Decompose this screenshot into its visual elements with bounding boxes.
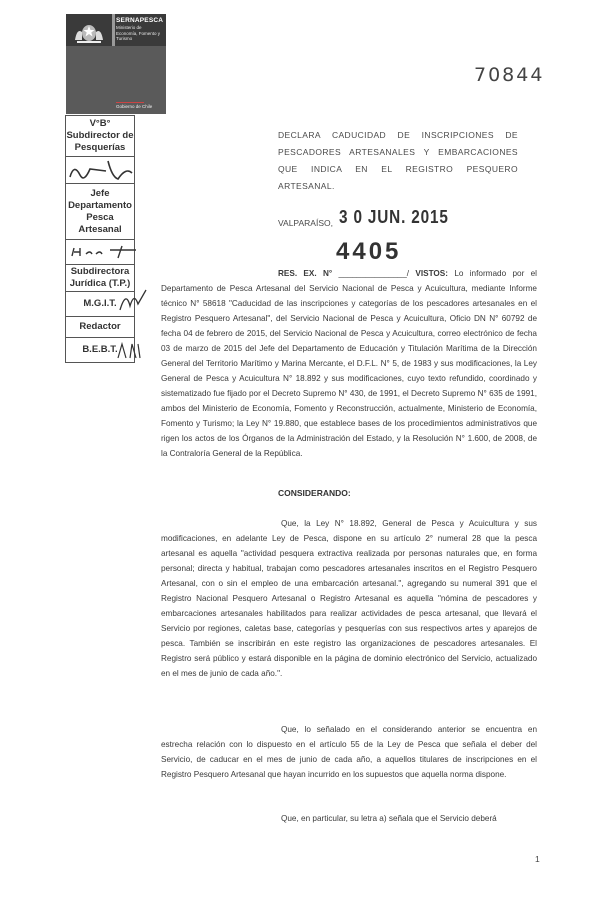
approval-table xyxy=(65,115,135,363)
approval-cell-subdirectora: Subdirectora Jurídica (T.P.) xyxy=(66,265,135,292)
brand-name: SERNAPESCA xyxy=(116,17,164,24)
city-label: VALPARAÍSO, xyxy=(278,218,333,228)
page-number: 1 xyxy=(535,854,540,864)
initials-mark xyxy=(66,240,150,264)
signature-mark xyxy=(66,157,150,187)
resolution-number: 4405 xyxy=(336,238,402,265)
approval-label-mgit: M.G.I.T. xyxy=(83,298,117,309)
document-title: DECLARA CADUCIDAD DE INSCRIPCIONES DE PESCADORES ARTESANALES Y EMBARCACIONES QUE INDICA EN EL REGISTRO PESQUERO ARTESANAL. xyxy=(278,130,518,191)
paragraph-1: Que, la Ley N° 18.892, General de Pesca y Acuicultura y sus modificaciones, en adelante Ley de Pesca, dispone en su artículo 2° numeral 28 que la pesca artesanal es aquella "actividad pesquera extractiva realizada por personas naturales que, en forma personal; directa y habitual, trabajan como pescadores artesanales inscritos en el Registro Pesquero Artesanal, con o sin el empleo de una embarcación artesanal.", agregando su numeral 391 que el Registro Nacional Pesquero Artesanal o Registro Artesanal es aquella "nómina de pescadores y embarcaciones artesanales habilitados para realizar actividades de pesca artesanal, que llevará el Servicio por regiones, caletas base, categorías y pesquerías con sus respectivos artes y aparejos de pesca. También se inscribirán en este registro las organizaciones de pescadores artesanales. El Registro será público y estará disponible en la página de dominio electrónico del Servicio, actualizado en el mes de junio de cada año.". xyxy=(161,519,537,678)
res-label: RES. EX. N° xyxy=(278,269,333,278)
approval-cell-bebt xyxy=(66,338,135,363)
document-number: 70844 xyxy=(474,64,545,86)
vistos-section xyxy=(161,266,537,461)
considerando-heading: CONSIDERANDO: xyxy=(278,488,351,498)
signature-mark xyxy=(118,286,148,316)
sernapesca-logo xyxy=(66,14,166,114)
approval-label-bebt: B.E.B.T. xyxy=(82,344,118,355)
paragraph-2: Que, lo señalado en el considerando anterior se encuentra en estrecha relación con lo dispuesto en el artículo 55 de la Ley de Pesca que señala el deber del Servicio, de caducar en el mes de junio de cada año, a aquellos titulares de inscripciones en el Registro Pesquero Artesanal que hayan incurrido en los supuestos que aquella norma dispone. xyxy=(161,725,537,779)
approval-cell-mgit xyxy=(66,292,135,317)
government-label: Gobierno de Chile xyxy=(116,104,153,109)
approval-cell-signature-1 xyxy=(66,157,135,184)
paragraph-3: Que, en particular, su letra a) señala que el Servicio deberá xyxy=(281,814,497,823)
signature-mark xyxy=(114,340,144,362)
coat-of-arms-icon xyxy=(71,20,107,44)
approval-cell-signature-2 xyxy=(66,240,135,265)
date-stamp: 3 0 JUN. 2015 xyxy=(339,207,449,227)
approval-cell-redactor: Redactor xyxy=(66,317,135,338)
vistos-text: Lo informado por el Departamento de Pesca Artesanal del Servicio Nacional de Pesca y Acuicultura, mediante Informe técnico N° 58618 "Caducidad de las inscripciones y categorías de los pescadores artesanales en el Registro Pesquero Artesanal", del Servicio Nacional de Pesca y Acuicultura, Oficio DN N° 60792 de fecha 04 de febrero de 2015, del Servicio Nacional de Pesca y Acuicultura, correo electrónico de fecha 03 de marzo de 2015 del Jefe del Departamento de Educación y Titulación Marítima de la Dirección General del Territorio Marítimo y Marina Mercante, el D.F.L. N° 5, de 1983 y sus modificaciones, la Ley General de Pesca y Acuicultura N° 18.892 y sus modificaciones, cuyo texto refundido, coordinado y sistematizado fue fijado por el Decreto Supremo N° 430, de 1991, el Decreto Supremo N° 635 de 1991, ambos del Ministerio de Economía, Fomento y Reconstrucción, actualmente, Ministerio de Economía, Fomento y Turismo; la Ley N° 19.880, que establece bases de los procedimientos administrativos que rigen los actos de los Órganos de la Administración del Estado, y la Resolución N° 1.600, de 2008, de la Contraloría General de la República. xyxy=(161,269,537,458)
res-blank: _______________/ xyxy=(338,269,410,278)
approval-cell-subdirector: V°B° Subdirector de Pesquerías xyxy=(66,116,135,157)
vistos-label: VISTOS: xyxy=(415,269,448,278)
approval-cell-jefe: Jefe Departamento Pesca Artesanal xyxy=(66,184,135,240)
brand-subtitle: Ministerio de Economía, Fomento y Turismo xyxy=(116,25,161,41)
